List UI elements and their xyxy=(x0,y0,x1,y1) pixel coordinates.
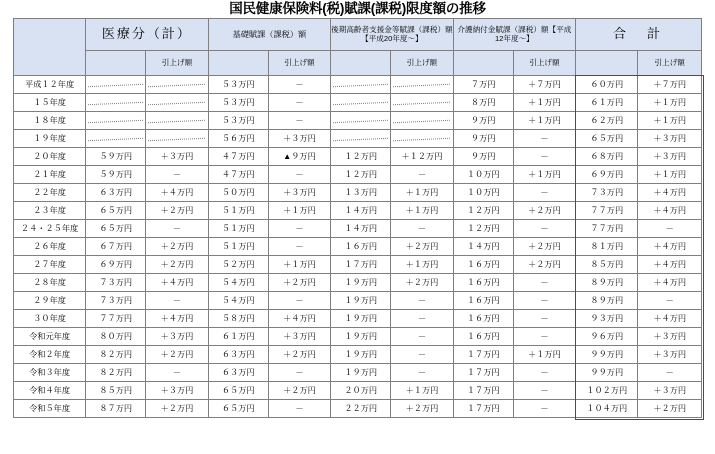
cell-kouki-raise: － xyxy=(391,310,453,328)
cell-total-raise: － xyxy=(638,364,702,382)
cell-kaigo-raise: － xyxy=(513,148,575,166)
table-row xyxy=(14,310,702,328)
cell-total-amount: ７７万円 xyxy=(576,220,638,238)
cell-medical-amount: ８０万円 xyxy=(86,328,146,346)
header-kouki-amount xyxy=(331,51,391,76)
header-kaigo-amount xyxy=(453,51,513,76)
header-total: 合 計 xyxy=(576,19,702,51)
cell-medical-raise xyxy=(146,94,208,112)
cell-medical-amount: ６７万円 xyxy=(86,238,146,256)
cell-kouki-raise: ＋２万円 xyxy=(391,400,453,418)
cell-kaigo-raise: ＋１万円 xyxy=(513,346,575,364)
row-year: １９年度 xyxy=(14,130,86,148)
row-year: 令和４年度 xyxy=(14,382,86,400)
cell-medical-raise: ＋４万円 xyxy=(146,274,208,292)
header-medical-amount xyxy=(86,51,146,76)
row-year: ２９年度 xyxy=(14,292,86,310)
cell-base-amount: ６３万円 xyxy=(208,364,268,382)
cell-kaigo-amount: １６万円 xyxy=(453,310,513,328)
cell-kaigo-amount: １６万円 xyxy=(453,328,513,346)
cell-medical-raise: － xyxy=(146,166,208,184)
cell-total-amount: ８９万円 xyxy=(576,292,638,310)
cell-total-raise: ＋３万円 xyxy=(638,346,702,364)
cell-kaigo-amount: １０万円 xyxy=(453,184,513,202)
cell-base-amount: ４７万円 xyxy=(208,166,268,184)
cell-base-amount: ５１万円 xyxy=(208,202,268,220)
cell-base-raise: ＋４万円 xyxy=(268,310,330,328)
cell-kouki-amount: １９万円 xyxy=(331,292,391,310)
cell-medical-amount: ８７万円 xyxy=(86,400,146,418)
cell-kouki-raise xyxy=(391,76,453,94)
cell-medical-raise: ＋３万円 xyxy=(146,148,208,166)
cell-base-raise: ＋２万円 xyxy=(268,382,330,400)
cell-total-amount: １０４万円 xyxy=(576,400,638,418)
cell-kaigo-raise: ＋１万円 xyxy=(513,166,575,184)
cell-base-raise: － xyxy=(268,166,330,184)
table-row xyxy=(14,130,702,148)
cell-base-amount: ５４万円 xyxy=(208,292,268,310)
header-medical-raise: 引上げ額 xyxy=(146,51,208,76)
table-header xyxy=(14,19,702,76)
cell-total-raise: ＋３万円 xyxy=(638,382,702,400)
cell-kaigo-raise: － xyxy=(513,130,575,148)
cell-base-raise: ＋２万円 xyxy=(268,274,330,292)
table-row xyxy=(14,382,702,400)
row-year: ３０年度 xyxy=(14,310,86,328)
cell-kouki-amount: １２万円 xyxy=(331,148,391,166)
cell-kaigo-raise: － xyxy=(513,184,575,202)
header-total-amount xyxy=(576,51,638,76)
cell-medical-amount xyxy=(86,76,146,94)
cell-total-amount: ７３万円 xyxy=(576,184,638,202)
cell-total-amount: ６９万円 xyxy=(576,166,638,184)
cell-kouki-raise: ＋１万円 xyxy=(391,256,453,274)
cell-medical-amount xyxy=(86,130,146,148)
cell-kaigo-amount: １２万円 xyxy=(453,202,513,220)
cell-kouki-amount: １９万円 xyxy=(331,364,391,382)
cell-kaigo-amount: ９万円 xyxy=(453,130,513,148)
cell-total-amount: ８１万円 xyxy=(576,238,638,256)
table-row xyxy=(14,220,702,238)
row-year: ２４・２５年度 xyxy=(14,220,86,238)
table-row xyxy=(14,328,702,346)
cell-total-raise: ＋２万円 xyxy=(638,400,702,418)
cell-total-raise: － xyxy=(638,292,702,310)
cell-kaigo-amount: ８万円 xyxy=(453,94,513,112)
limit-amount-table xyxy=(13,18,702,418)
table-row xyxy=(14,292,702,310)
cell-medical-amount: ８５万円 xyxy=(86,382,146,400)
header-kouki-raise: 引上げ額 xyxy=(391,51,453,76)
cell-kouki-amount: １４万円 xyxy=(331,220,391,238)
cell-total-amount: ９３万円 xyxy=(576,310,638,328)
cell-base-raise: － xyxy=(268,76,330,94)
cell-base-raise: － xyxy=(268,238,330,256)
cell-total-raise: ＋４万円 xyxy=(638,238,702,256)
header-year xyxy=(14,19,86,76)
cell-kouki-raise: ＋２万円 xyxy=(391,238,453,256)
cell-medical-amount: ５９万円 xyxy=(86,166,146,184)
cell-medical-raise: － xyxy=(146,220,208,238)
cell-kaigo-amount: １７万円 xyxy=(453,382,513,400)
cell-medical-raise: － xyxy=(146,364,208,382)
table-row xyxy=(14,148,702,166)
row-year: １８年度 xyxy=(14,112,86,130)
cell-kaigo-raise: － xyxy=(513,310,575,328)
cell-medical-raise: － xyxy=(146,292,208,310)
cell-kaigo-amount: １６万円 xyxy=(453,256,513,274)
cell-medical-amount: ６９万円 xyxy=(86,256,146,274)
cell-kaigo-amount: ９万円 xyxy=(453,112,513,130)
table-row xyxy=(14,202,702,220)
cell-kaigo-raise: ＋１万円 xyxy=(513,94,575,112)
cell-medical-raise: ＋３万円 xyxy=(146,382,208,400)
cell-base-amount: ５６万円 xyxy=(208,130,268,148)
cell-total-amount: ６０万円 xyxy=(576,76,638,94)
cell-base-amount: ５３万円 xyxy=(208,112,268,130)
cell-base-amount: ５８万円 xyxy=(208,310,268,328)
cell-kouki-raise: ＋１２万円 xyxy=(391,148,453,166)
cell-kouki-amount: １９万円 xyxy=(331,310,391,328)
cell-kouki-amount: １６万円 xyxy=(331,238,391,256)
cell-base-amount: ５０万円 xyxy=(208,184,268,202)
cell-total-amount: ６５万円 xyxy=(576,130,638,148)
row-year: ２８年度 xyxy=(14,274,86,292)
cell-total-raise: ＋３万円 xyxy=(638,130,702,148)
cell-base-raise: ＋１万円 xyxy=(268,256,330,274)
cell-medical-raise xyxy=(146,130,208,148)
cell-kaigo-amount: １７万円 xyxy=(453,400,513,418)
cell-kouki-amount: １９万円 xyxy=(331,274,391,292)
cell-total-amount: ９９万円 xyxy=(576,346,638,364)
cell-kaigo-raise: － xyxy=(513,364,575,382)
row-year: 令和５年度 xyxy=(14,400,86,418)
cell-kouki-amount: １７万円 xyxy=(331,256,391,274)
cell-kaigo-raise: － xyxy=(513,400,575,418)
cell-kouki-raise: ＋１万円 xyxy=(391,202,453,220)
cell-kaigo-raise: ＋２万円 xyxy=(513,202,575,220)
header-base-raise: 引上げ額 xyxy=(268,51,330,76)
cell-total-raise: ＋４万円 xyxy=(638,202,702,220)
cell-medical-amount: ６５万円 xyxy=(86,202,146,220)
cell-medical-raise: ＋２万円 xyxy=(146,346,208,364)
cell-kouki-amount: ２０万円 xyxy=(331,382,391,400)
cell-total-amount: ７７万円 xyxy=(576,202,638,220)
cell-total-amount: ８９万円 xyxy=(576,274,638,292)
cell-kouki-raise: － xyxy=(391,364,453,382)
cell-kouki-raise: ＋１万円 xyxy=(391,382,453,400)
cell-kouki-amount: １９万円 xyxy=(331,346,391,364)
cell-total-amount: ９９万円 xyxy=(576,364,638,382)
cell-total-amount: ６２万円 xyxy=(576,112,638,130)
cell-medical-amount: ６３万円 xyxy=(86,184,146,202)
cell-kaigo-raise: ＋２万円 xyxy=(513,238,575,256)
cell-kaigo-raise: － xyxy=(513,292,575,310)
table-row xyxy=(14,274,702,292)
row-year: ２６年度 xyxy=(14,238,86,256)
cell-kouki-raise xyxy=(391,130,453,148)
cell-kouki-raise xyxy=(391,94,453,112)
cell-kaigo-raise: － xyxy=(513,220,575,238)
cell-base-raise: － xyxy=(268,292,330,310)
cell-kaigo-amount: １７万円 xyxy=(453,364,513,382)
cell-base-amount: ６５万円 xyxy=(208,400,268,418)
cell-kouki-raise xyxy=(391,112,453,130)
cell-base-raise: ＋３万円 xyxy=(268,328,330,346)
cell-medical-amount: ５９万円 xyxy=(86,148,146,166)
cell-kaigo-raise: － xyxy=(513,382,575,400)
cell-medical-raise: ＋４万円 xyxy=(146,310,208,328)
cell-kaigo-amount: ７万円 xyxy=(453,76,513,94)
cell-total-raise: ＋３万円 xyxy=(638,148,702,166)
cell-kouki-amount xyxy=(331,112,391,130)
cell-total-amount: ９６万円 xyxy=(576,328,638,346)
cell-medical-raise: ＋２万円 xyxy=(146,256,208,274)
cell-base-raise: － xyxy=(268,112,330,130)
cell-medical-amount: ７３万円 xyxy=(86,292,146,310)
header-base: 基礎賦課（課税）額 xyxy=(208,19,330,51)
cell-total-amount: ６８万円 xyxy=(576,148,638,166)
row-year: 平成１２年度 xyxy=(14,76,86,94)
cell-kaigo-amount: １４万円 xyxy=(453,238,513,256)
cell-kouki-raise: ＋１万円 xyxy=(391,184,453,202)
cell-kaigo-raise: － xyxy=(513,328,575,346)
cell-kouki-amount xyxy=(331,76,391,94)
cell-total-amount: １０２万円 xyxy=(576,382,638,400)
cell-kouki-raise: － xyxy=(391,166,453,184)
header-kouki: 後期高齢者支援金等賦課（課税）額【平成20年度～】 xyxy=(331,19,453,51)
cell-medical-raise: ＋４万円 xyxy=(146,184,208,202)
cell-base-amount: ５３万円 xyxy=(208,94,268,112)
table-body xyxy=(14,76,702,418)
cell-medical-raise xyxy=(146,76,208,94)
cell-kaigo-amount: １０万円 xyxy=(453,166,513,184)
cell-kaigo-raise: － xyxy=(513,274,575,292)
table-row xyxy=(14,76,702,94)
table-row xyxy=(14,256,702,274)
row-year: １５年度 xyxy=(14,94,86,112)
cell-total-amount: ６１万円 xyxy=(576,94,638,112)
cell-base-amount: ６５万円 xyxy=(208,382,268,400)
cell-kaigo-amount: ９万円 xyxy=(453,148,513,166)
cell-medical-amount: ８２万円 xyxy=(86,364,146,382)
cell-total-raise: ＋１万円 xyxy=(638,112,702,130)
cell-base-raise: － xyxy=(268,364,330,382)
cell-base-amount: ６１万円 xyxy=(208,328,268,346)
table-row xyxy=(14,238,702,256)
cell-kouki-amount: １４万円 xyxy=(331,202,391,220)
cell-base-raise: ＋３万円 xyxy=(268,184,330,202)
row-year: 令和元年度 xyxy=(14,328,86,346)
cell-kouki-raise: ＋２万円 xyxy=(391,274,453,292)
cell-medical-raise: ＋２万円 xyxy=(146,238,208,256)
cell-base-raise: ▲９万円 xyxy=(268,148,330,166)
cell-total-raise: ＋３万円 xyxy=(638,328,702,346)
cell-kouki-raise: － xyxy=(391,220,453,238)
cell-medical-raise: ＋３万円 xyxy=(146,328,208,346)
cell-kouki-raise: － xyxy=(391,346,453,364)
cell-kouki-raise: － xyxy=(391,328,453,346)
cell-medical-raise: ＋２万円 xyxy=(146,400,208,418)
cell-kouki-amount: １９万円 xyxy=(331,328,391,346)
row-year: ２１年度 xyxy=(14,166,86,184)
table-row xyxy=(14,184,702,202)
row-year: ２３年度 xyxy=(14,202,86,220)
cell-kouki-amount: ２２万円 xyxy=(331,400,391,418)
cell-medical-amount: ７３万円 xyxy=(86,274,146,292)
cell-kouki-amount xyxy=(331,94,391,112)
cell-kouki-amount: １３万円 xyxy=(331,184,391,202)
header-total-raise: 引上げ額 xyxy=(638,51,702,76)
cell-base-raise: － xyxy=(268,220,330,238)
row-year: ２０年度 xyxy=(14,148,86,166)
cell-kaigo-amount: １６万円 xyxy=(453,274,513,292)
cell-total-raise: ＋４万円 xyxy=(638,256,702,274)
cell-total-raise: ＋１万円 xyxy=(638,166,702,184)
header-kaigo: 介護納付金賦課（課税）額【平成12年度～】 xyxy=(453,19,575,51)
table-row xyxy=(14,166,702,184)
cell-base-amount: ５２万円 xyxy=(208,256,268,274)
cell-medical-amount: ６５万円 xyxy=(86,220,146,238)
table-row xyxy=(14,94,702,112)
row-year: ２２年度 xyxy=(14,184,86,202)
cell-base-raise: ＋３万円 xyxy=(268,130,330,148)
cell-base-raise: ＋２万円 xyxy=(268,346,330,364)
cell-kouki-raise: － xyxy=(391,292,453,310)
cell-base-amount: ４７万円 xyxy=(208,148,268,166)
cell-base-raise: ＋１万円 xyxy=(268,202,330,220)
cell-kaigo-raise: ＋２万円 xyxy=(513,256,575,274)
cell-medical-amount xyxy=(86,94,146,112)
table-row xyxy=(14,346,702,364)
cell-total-raise: － xyxy=(638,220,702,238)
cell-kaigo-amount: １６万円 xyxy=(453,292,513,310)
cell-kouki-amount xyxy=(331,130,391,148)
cell-kaigo-amount: １２万円 xyxy=(453,220,513,238)
cell-total-raise: ＋４万円 xyxy=(638,310,702,328)
cell-base-raise: － xyxy=(268,400,330,418)
cell-medical-raise: ＋２万円 xyxy=(146,202,208,220)
header-medical: 医療分（計） xyxy=(86,19,208,51)
header-kaigo-raise: 引上げ額 xyxy=(513,51,575,76)
row-year: ２７年度 xyxy=(14,256,86,274)
cell-total-raise: ＋４万円 xyxy=(638,274,702,292)
cell-kaigo-amount: １７万円 xyxy=(453,346,513,364)
cell-base-amount: ６３万円 xyxy=(208,346,268,364)
table-row xyxy=(14,364,702,382)
cell-medical-amount: ８２万円 xyxy=(86,346,146,364)
cell-total-amount: ８５万円 xyxy=(576,256,638,274)
cell-total-raise: ＋４万円 xyxy=(638,184,702,202)
cell-medical-raise xyxy=(146,112,208,130)
cell-base-amount: ５３万円 xyxy=(208,76,268,94)
cell-medical-amount: ７７万円 xyxy=(86,310,146,328)
cell-base-raise: － xyxy=(268,94,330,112)
page-title: 国民健康保険料(税)賦課(課税)限度額の推移 xyxy=(229,1,486,16)
cell-kaigo-raise: ＋１万円 xyxy=(513,112,575,130)
cell-medical-amount xyxy=(86,112,146,130)
cell-base-amount: ５１万円 xyxy=(208,238,268,256)
cell-base-amount: ５１万円 xyxy=(208,220,268,238)
table-row xyxy=(14,112,702,130)
row-year: 令和３年度 xyxy=(14,364,86,382)
cell-kouki-amount: １２万円 xyxy=(331,166,391,184)
cell-base-amount: ５４万円 xyxy=(208,274,268,292)
cell-total-raise: ＋７万円 xyxy=(638,76,702,94)
header-base-amount xyxy=(208,51,268,76)
cell-total-raise: ＋１万円 xyxy=(638,94,702,112)
table-row xyxy=(14,400,702,418)
cell-kaigo-raise: ＋７万円 xyxy=(513,76,575,94)
row-year: 令和２年度 xyxy=(14,346,86,364)
